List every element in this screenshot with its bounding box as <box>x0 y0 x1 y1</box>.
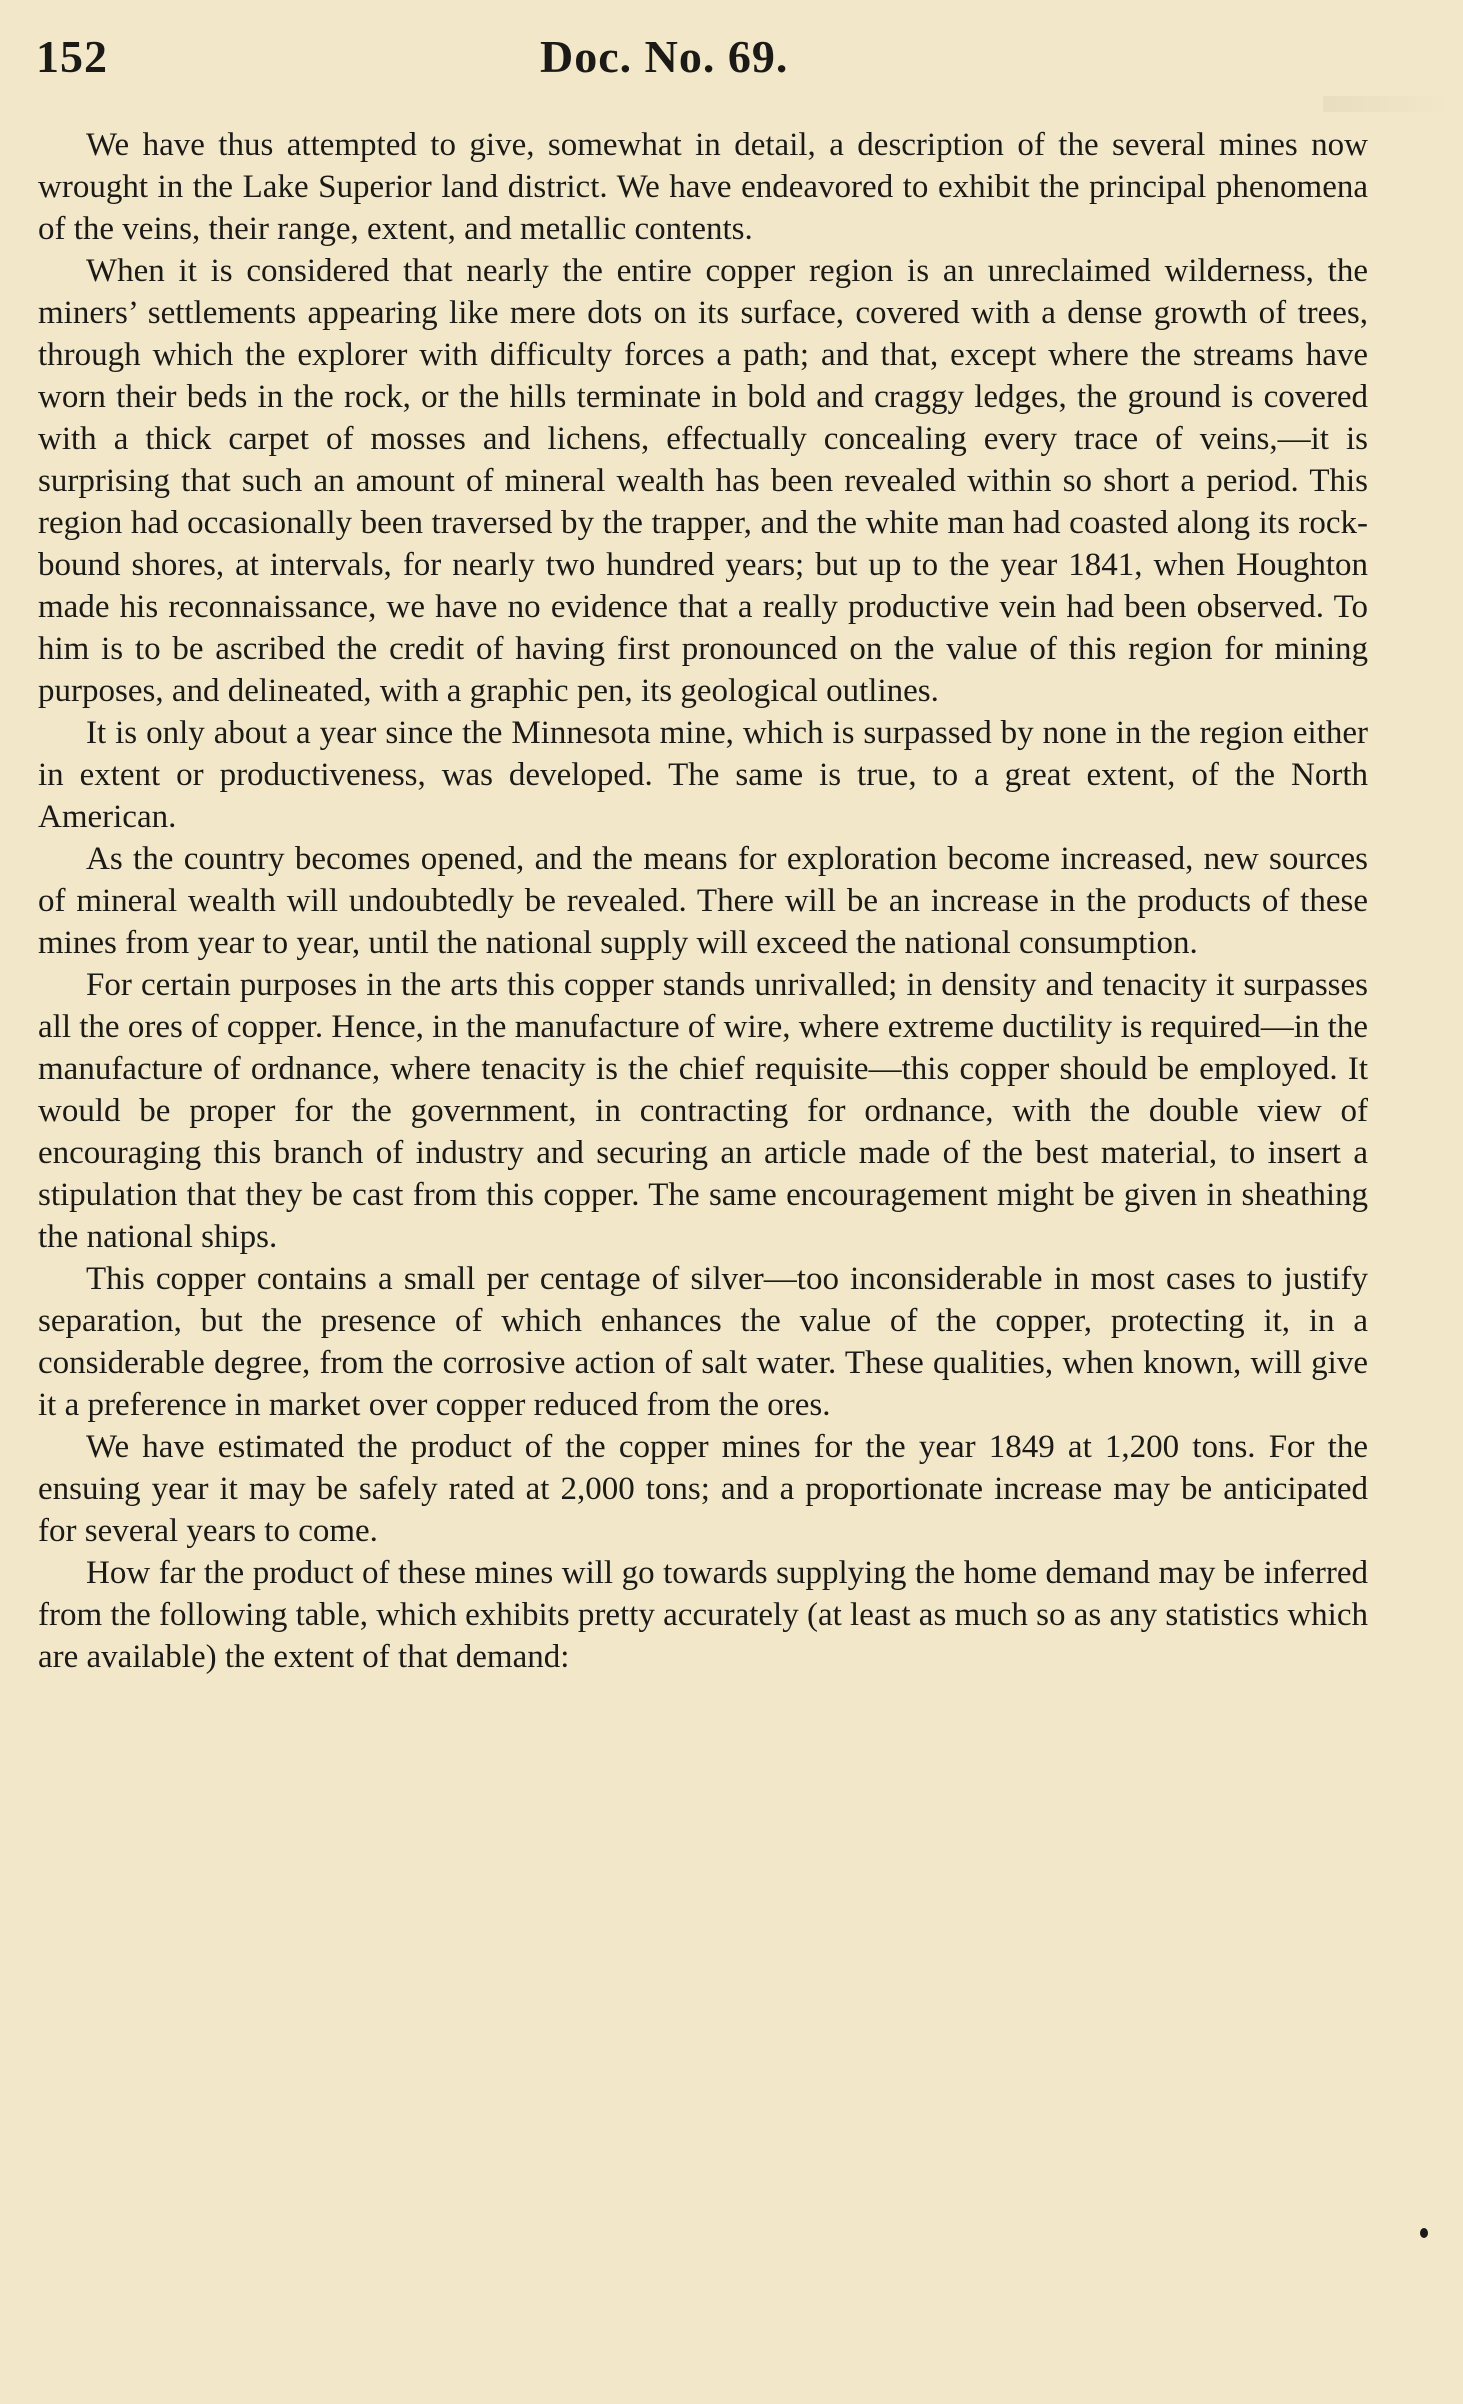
paragraph-1: We have thus attempted to give, somewhat in detail, a description of the several mines now wrought in the Lake Superior land district. We have endeavored to exhibit the principal phenomena of the veins, their range, extent, and metallic contents. <box>38 127 1368 247</box>
document-title: Doc. No. 69. <box>540 31 789 82</box>
paragraph-2: When it is considered that nearly the entire copper region is an unreclaimed wilderness, the miners’ settlements appearing like mere dots on its surface, covered with a dense growth of trees, through which the explorer with difficulty forces a path; and that, except where the streams have worn their beds in the rock, or the hills terminate in bold and craggy ledges, the ground is covered with a thick carpet of mosses and lichens, effectually concealing every trace of veins,—it is surprising that such an amount of mineral wealth has been revealed within so short a period. This region had occasionally been traversed by the trapper, and the white man had coasted along its rock-bound shores, at intervals, for nearly two hundred years; but up to the year 1841, when Houghton made his reconnaissance, we have no evidence that a really productive vein had been observed. To him is to be ascribed the credit of having first pronounced on the value of this region for mining purposes, and delineated, with a graphic pen, its geological outlines. <box>38 253 1368 709</box>
ink-spot <box>1420 2228 1428 2238</box>
paragraph-3: It is only about a year since the Minnesota mine, which is surpassed by none in the region either in extent or productiveness, was developed. The same is true, to a great extent, of the North American. <box>38 715 1368 835</box>
bleed-through-shadow <box>1323 96 1453 112</box>
paragraph-4: As the country becomes opened, and the means for exploration become increased, new sources of mineral wealth will undoubtedly be revealed. There will be an increase in the products of these mines from year to year, until the national supply will exceed the national consumption. <box>38 841 1368 961</box>
paragraph-7: We have estimated the product of the copper mines for the year 1849 at 1,200 tons. For the ensuing year it may be safely rated at 2,000 tons; and a proportionate increase may be anticipated for several years to come. <box>38 1429 1368 1549</box>
body-text <box>38 124 1368 1678</box>
page-number: 152 <box>36 31 108 82</box>
paragraph-6: This copper contains a small per centage of silver—too inconsiderable in most cases to justify separation, but the presence of which enhances the value of the copper, protecting it, in a considerable degree, from the corrosive action of salt water. These qualities, when known, will give it a preference in market over copper reduced from the ores. <box>38 1261 1368 1423</box>
paragraph-8: How far the product of these mines will go towards supplying the home demand may be inferred from the following table, which exhibits pretty accurately (at least as much so as any statistics which are available) the extent of that demand: <box>38 1555 1368 1675</box>
paragraph-5: For certain purposes in the arts this copper stands unrivalled; in density and tenacity it surpasses all the ores of copper. Hence, in the manufacture of wire, where extreme ductility is required—in the manufacture of ordnance, where tenacity is the chief requisite—this copper should be employed. It would be proper for the government, in contracting for ordnance, with the double view of encouraging this branch of industry and securing an article made of the best material, to insert a stipulation that they be cast from this copper. The same encouragement might be given in sheathing the national ships. <box>38 967 1368 1255</box>
